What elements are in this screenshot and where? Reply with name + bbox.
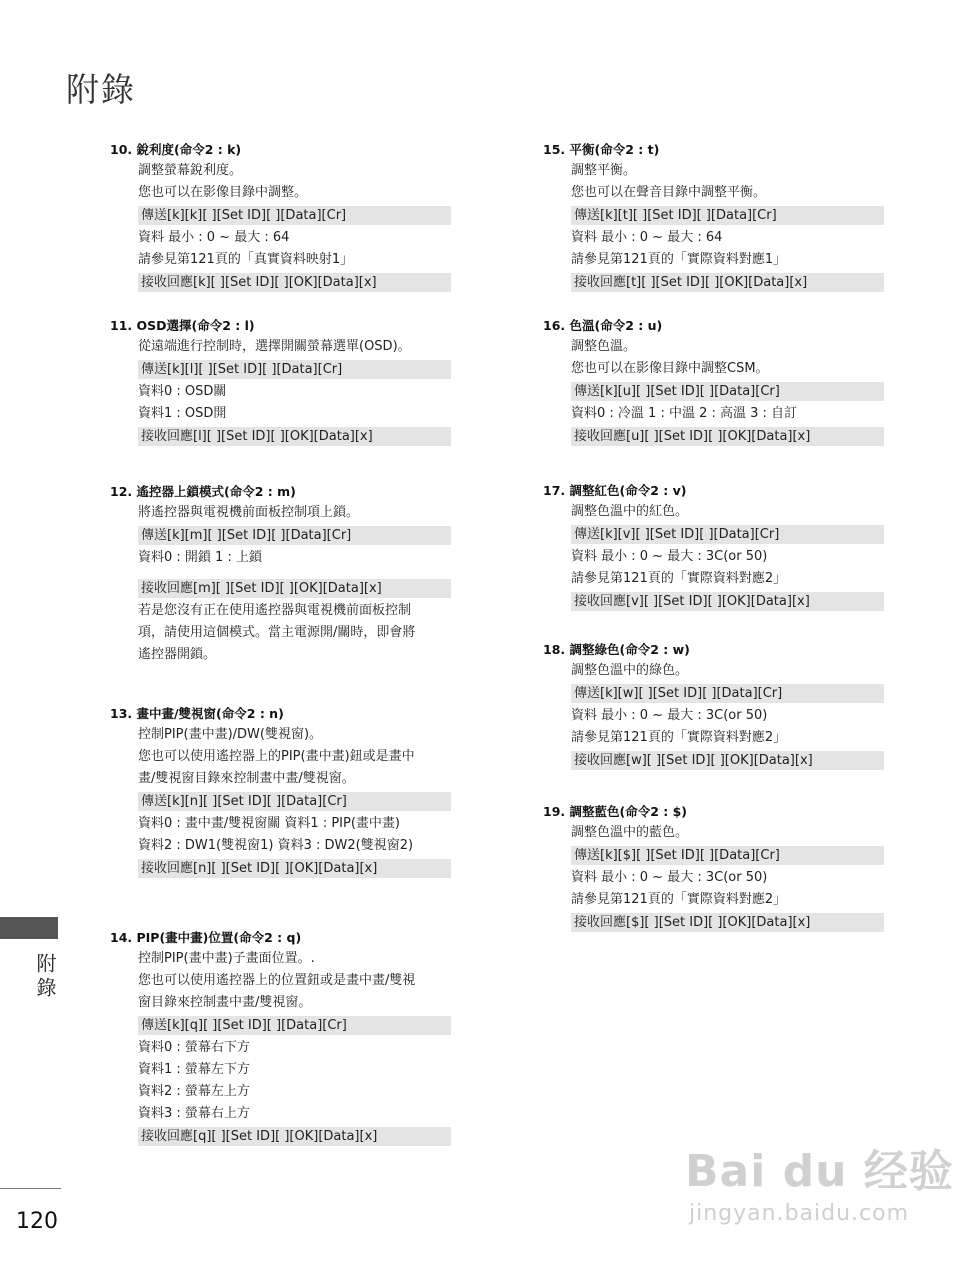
section-heading: 12. 遙控器上鎖模式(命令2 : m) [110, 484, 296, 499]
body-text: 請參見第121頁的「實際資料對應2」 [571, 571, 787, 586]
side-section-label: 附錄 [33, 953, 57, 1001]
command-syntax: 接收回應[w][ ][Set ID][ ][OK][Data][x] [571, 751, 884, 770]
section-s15 [543, 140, 888, 294]
command-syntax: 接收回應[k][ ][Set ID][ ][OK][Data][x] [138, 273, 451, 292]
command-syntax: 接收回應[u][ ][Set ID][ ][OK][Data][x] [571, 427, 884, 446]
body-text: 遙控器開鎖。 [138, 647, 217, 662]
body-text: 資料3 : 螢幕右上方 [138, 1106, 250, 1121]
body-text: 請參見第121頁的「真實資料映射1」 [138, 252, 354, 267]
watermark [685, 1133, 954, 1248]
body-text: 調整色溫中的綠色。 [571, 663, 689, 678]
body-text: 項，請使用這個模式。當主電源開/關時，即會將 [138, 625, 416, 640]
body-text: 資料0 : 畫中畫/雙視窗關 資料1 : PIP(畫中畫) [138, 816, 400, 831]
section-heading: 15. 平衡(命令2 : t) [543, 142, 660, 157]
command-syntax: 傳送[k][q][ ][Set ID][ ][Data][Cr] [138, 1016, 451, 1035]
command-syntax: 接收回應[$][ ][Set ID][ ][OK][Data][x] [571, 913, 884, 932]
page-title: 附錄 [66, 70, 136, 109]
section-s16 [543, 316, 888, 448]
command-syntax: 傳送[k][u][ ][Set ID][ ][Data][Cr] [571, 382, 884, 401]
command-syntax: 傳送[k][m][ ][Set ID][ ][Data][Cr] [138, 526, 451, 545]
command-syntax: 接收回應[m][ ][Set ID][ ][OK][Data][x] [138, 579, 451, 598]
body-text: 您也可以在影像目錄中調整。 [138, 185, 308, 200]
body-text: 請參見第121頁的「實際資料對應2」 [571, 730, 787, 745]
body-text: 控制PIP(畫中畫)子畫面位置。. [138, 951, 315, 966]
body-text: 您也可以在聲音目錄中調整平衡。 [571, 185, 767, 200]
body-text: 資料 最小 : 0 ~ 最大 : 64 [138, 230, 290, 245]
body-text: 資料 最小 : 0 ~ 最大 : 3C(or 50) [571, 549, 768, 564]
body-text: 窗目錄來控制畫中畫/雙視窗。 [138, 995, 312, 1010]
section-s13 [110, 704, 455, 880]
section-s18 [543, 640, 888, 772]
body-text: 您也可以使用遙控器上的位置鈕或是畫中畫/雙視 [138, 973, 416, 988]
body-text: 資料0 : 開鎖 1 : 上鎖 [138, 550, 262, 565]
command-syntax: 傳送[k][n][ ][Set ID][ ][Data][Cr] [138, 792, 451, 811]
body-text: 資料 最小 : 0 ~ 最大 : 3C(or 50) [571, 870, 768, 885]
body-text: 您也可以在影像目錄中調整CSM。 [571, 361, 769, 376]
spacer [110, 569, 455, 577]
section-heading: 17. 調整紅色(命令2 : v) [543, 483, 687, 498]
section-s12 [110, 482, 455, 666]
command-syntax: 接收回應[q][ ][Set ID][ ][OK][Data][x] [138, 1127, 451, 1146]
body-text: 資料0 : 螢幕右下方 [138, 1040, 250, 1055]
command-syntax: 接收回應[t][ ][Set ID][ ][OK][Data][x] [571, 273, 884, 292]
command-syntax: 傳送[k][v][ ][Set ID][ ][Data][Cr] [571, 525, 884, 544]
command-syntax: 傳送[k][$][ ][Set ID][ ][Data][Cr] [571, 846, 884, 865]
body-text: 資料0 : 冷溫 1 : 中溫 2 : 高溫 3 : 自訂 [571, 406, 798, 421]
command-syntax: 接收回應[n][ ][Set ID][ ][OK][Data][x] [138, 859, 451, 878]
body-text: 若是您沒有正在使用遙控器與電視機前面板控制 [138, 603, 412, 618]
command-syntax: 傳送[k][t][ ][Set ID][ ][Data][Cr] [571, 206, 884, 225]
section-heading: 14. PIP(畫中畫)位置(命令2 : q) [110, 930, 302, 945]
body-text: 請參見第121頁的「實際資料對應2」 [571, 892, 787, 907]
body-text: 調整色溫中的紅色。 [571, 504, 689, 519]
body-text: 您也可以使用遙控器上的PIP(畫中畫)鈕或是畫中 [138, 749, 415, 764]
side-tab-marker [0, 917, 58, 939]
section-s17 [543, 481, 888, 613]
watermark-url: jingyan.baidu.com [689, 1201, 910, 1226]
command-syntax: 接收回應[l][ ][Set ID][ ][OK][Data][x] [138, 427, 451, 446]
section-heading: 16. 色溫(命令2 : u) [543, 318, 663, 333]
command-syntax: 傳送[k][k][ ][Set ID][ ][Data][Cr] [138, 206, 451, 225]
body-text: 畫/雙視窗目錄來控制畫中畫/雙視窗。 [138, 771, 355, 786]
body-text: 資料 最小 : 0 ~ 最大 : 3C(or 50) [571, 708, 768, 723]
watermark-brand: Bai du 经验 [685, 1146, 954, 1197]
command-syntax: 傳送[k][l][ ][Set ID][ ][Data][Cr] [138, 360, 451, 379]
body-text: 將遙控器與電視機前面板控制項上鎖。 [138, 505, 360, 520]
section-heading: 18. 調整綠色(命令2 : w) [543, 642, 690, 657]
body-text: 控制PIP(畫中畫)/DW(雙視窗)。 [138, 727, 323, 742]
page-number: 120 [16, 1209, 58, 1234]
section-heading: 13. 畫中畫/雙視窗(命令2 : n) [110, 706, 284, 721]
section-heading: 11. OSD選擇(命令2 : l) [110, 318, 255, 333]
command-syntax: 接收回應[v][ ][Set ID][ ][OK][Data][x] [571, 592, 884, 611]
page-number-rule [0, 1188, 61, 1189]
section-heading: 10. 銳利度(命令2 : k) [110, 142, 242, 157]
body-text: 資料2 : 螢幕左上方 [138, 1084, 250, 1099]
body-text: 從遠端進行控制時，選擇開關螢幕選單(OSD)。 [138, 339, 411, 354]
body-text: 資料 最小 : 0 ~ 最大 : 64 [571, 230, 723, 245]
body-text: 調整螢幕銳利度。 [138, 163, 243, 178]
command-syntax: 傳送[k][w][ ][Set ID][ ][Data][Cr] [571, 684, 884, 703]
section-s10 [110, 140, 455, 294]
body-text: 資料1 : 螢幕左下方 [138, 1062, 250, 1077]
body-text: 資料2 : DW1(雙視窗1) 資料3 : DW2(雙視窗2) [138, 838, 414, 853]
body-text: 請參見第121頁的「實際資料對應1」 [571, 252, 787, 267]
section-s14 [110, 928, 455, 1148]
body-text: 調整色溫中的藍色。 [571, 825, 689, 840]
body-text: 調整平衡。 [571, 163, 637, 178]
body-text: 調整色溫。 [571, 339, 637, 354]
section-heading: 19. 調整藍色(命令2 : $) [543, 804, 688, 819]
body-text: 資料0 : OSD關 [138, 384, 227, 399]
section-s11 [110, 316, 455, 448]
section-s19 [543, 802, 888, 934]
body-text: 資料1 : OSD開 [138, 406, 227, 421]
